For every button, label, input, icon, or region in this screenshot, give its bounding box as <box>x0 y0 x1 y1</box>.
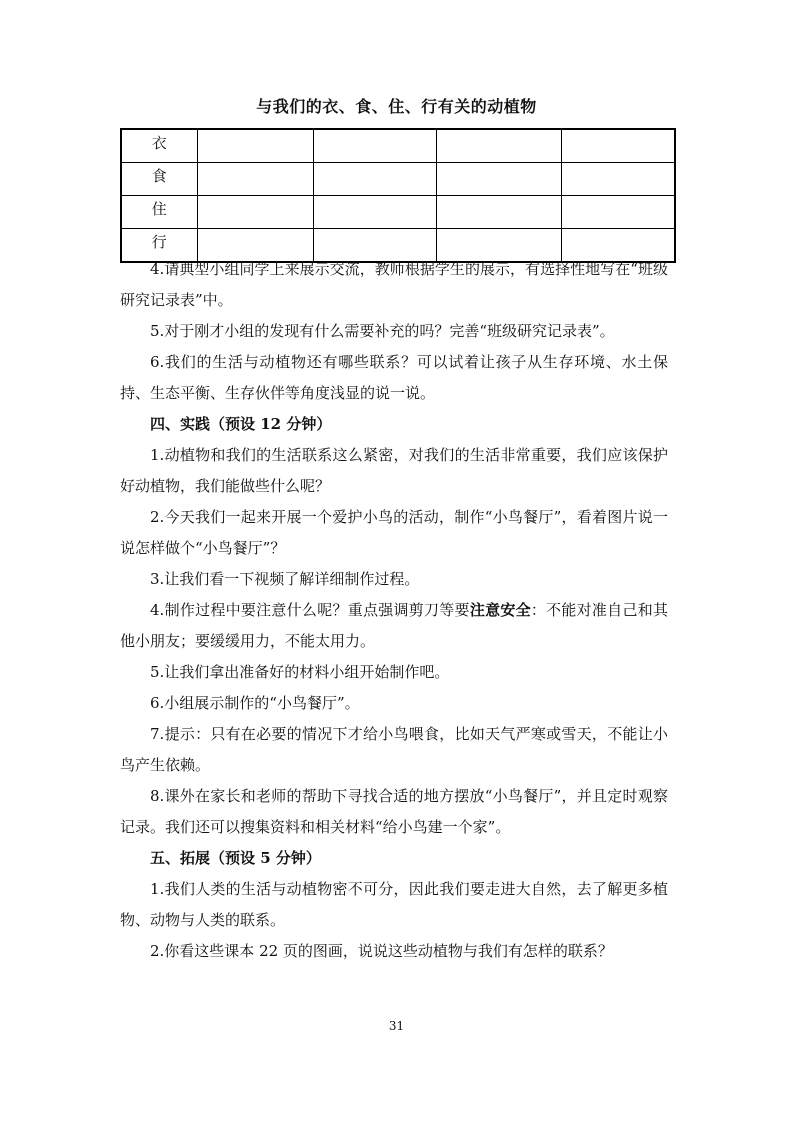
research-table <box>120 128 676 263</box>
practice-item-6: 6.小组展示制作的“小鸟餐厅”。 <box>150 694 360 712</box>
practice-item-1: 1.动植物和我们的生活联系这么紧密，对我们的生活非常重要，我们应该保护好动植物，我们能做些什么呢？ <box>120 446 668 495</box>
row-label-food: 食 <box>121 163 197 196</box>
table-cell <box>561 163 675 196</box>
table-row <box>121 196 675 229</box>
table-cell <box>197 163 313 196</box>
practice-item-4 <box>120 595 668 657</box>
page-number: 31 <box>388 1019 405 1033</box>
table-cell <box>561 196 675 229</box>
table-row <box>121 163 675 196</box>
table-cell <box>313 129 436 163</box>
section-heading-extension: 五、拓展（预设 5 分钟） <box>150 849 321 867</box>
practice-item-8: 8.课外在家长和老师的帮助下寻找合适的地方摆放“小鸟餐厅”，并且定时观察记录。我们还可以搜集资料和相关材料“给小鸟建一个家”。 <box>120 787 668 836</box>
table-cell <box>436 163 561 196</box>
extension-item-1: 1.我们人类的生活与动植物密不可分，因此我们要走进大自然，去了解更多植物、动物与人类的联系。 <box>120 880 668 929</box>
safety-emphasis: 注意安全 <box>469 601 531 619</box>
body-text <box>120 254 668 967</box>
page-title: 与我们的衣、食、住、行有关的动植物 <box>256 97 537 116</box>
practice-item-4-text-end: ：不能对准自己和其他小朋友；要缓缓用力，不能太用力。 <box>120 601 668 650</box>
table-cell <box>561 129 675 163</box>
row-label-travel: 行 <box>121 229 197 263</box>
practice-item-2: 2.今天我们一起来开展一个爱护小鸟的活动，制作“小鸟餐厅”，看着图片说一说怎样做个“小鸟餐厅”？ <box>120 508 668 557</box>
practice-item-4-text-start: 4.制作过程中要注意什么呢？重点强调剪刀等要 <box>150 601 470 619</box>
extension-item-2: 2.你看这些课本 22 页的图画，说说这些动植物与我们有怎样的联系？ <box>150 942 613 960</box>
practice-item-3: 3.让我们看一下视频了解详细制作过程。 <box>150 570 420 588</box>
table-cell <box>436 196 561 229</box>
practice-item-7: 7.提示：只有在必要的情况下才给小鸟喂食，比如天气严寒或雪天，不能让小鸟产生依赖。 <box>120 725 668 774</box>
practice-item-5: 5.让我们拿出准备好的材料小组开始制作吧。 <box>150 663 450 681</box>
paragraph-5: 5.对于刚才小组的发现有什么需要补充的吗？完善“班级研究记录表”。 <box>150 322 615 340</box>
table-cell <box>313 163 436 196</box>
table-row <box>121 129 675 163</box>
table-cell <box>436 129 561 163</box>
row-label-clothing: 衣 <box>121 129 197 163</box>
paragraph-4: 4.请典型小组同学上来展示交流，教师根据学生的展示，有选择性地写在“班级研究记录表”中。 <box>120 260 668 309</box>
table-cell <box>197 196 313 229</box>
table-cell <box>313 196 436 229</box>
table-cell <box>197 129 313 163</box>
row-label-housing: 住 <box>121 196 197 229</box>
paragraph-6: 6.我们的生活与动植物还有哪些联系？可以试着让孩子从生存环境、水土保持、生态平衡、生存伙伴等角度浅显的说一说。 <box>120 353 668 402</box>
section-heading-practice: 四、实践（预设 12 分钟） <box>150 415 332 433</box>
